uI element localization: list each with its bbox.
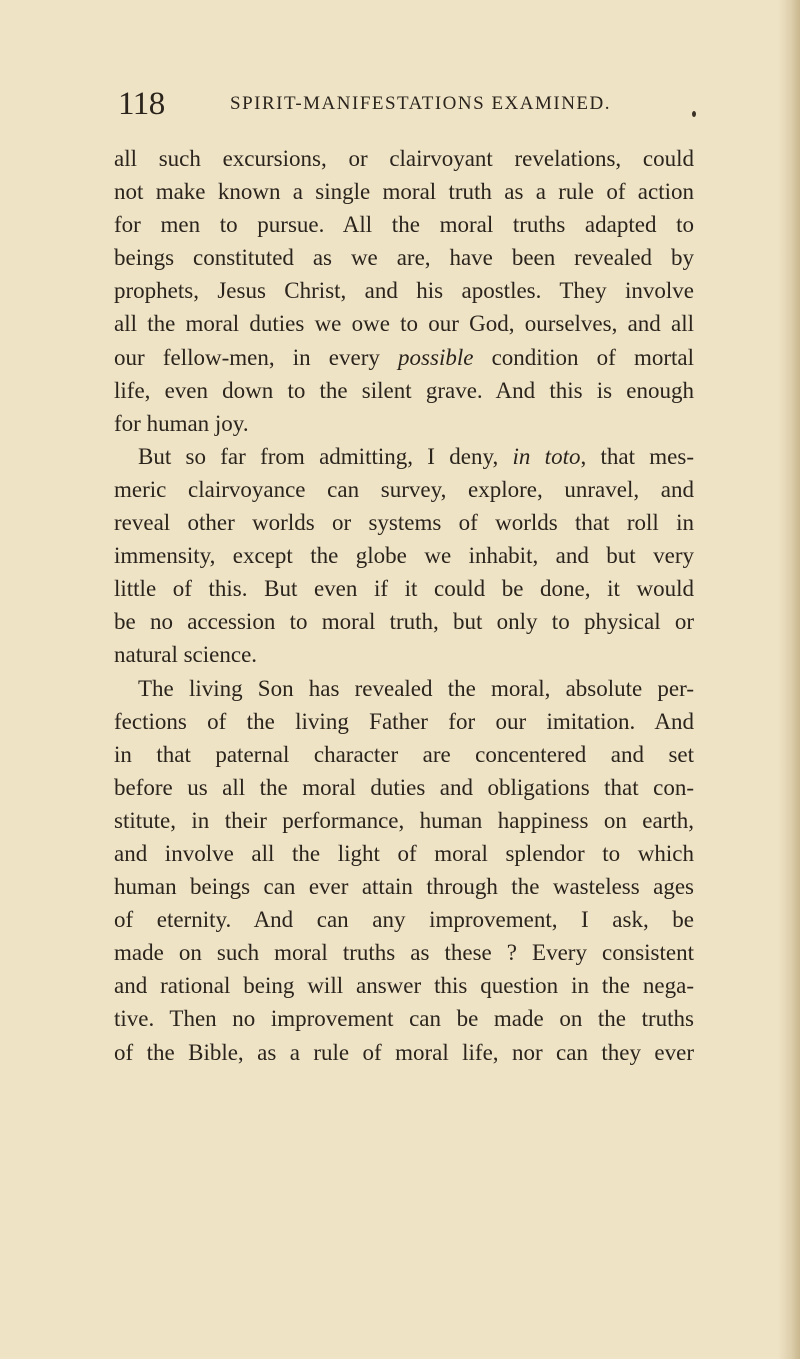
body-text [114,142,694,1069]
text-line: and involve all the light of moral splendor to which [114,840,694,866]
text-line: all such excursions, or clairvoyant revelations, could [114,146,694,171]
paragraph-start-line [114,440,694,473]
italic-phrase: possible [398,344,474,370]
text-line: of the Bible, as a rule of moral life, nor can they ever [114,1039,694,1065]
text-run: , that mes- [580,443,695,469]
paragraph-end-line: natural science. [114,642,258,668]
text-line: before us all the moral duties and obligations that con- [114,774,694,800]
text-line: life, even down to the silent grave. And this is enough [114,377,694,403]
page-number: 118 [118,86,165,122]
text-line: not make known a single moral truth as a rule of action [114,179,694,205]
paragraph-end-line: for human joy. [114,410,249,436]
italic-phrase: in toto [512,443,581,469]
text-line: for men to pursue. All the moral truths adapted to [114,212,694,238]
text-line: little of this. But even if it could be done, it would [114,576,694,602]
text-line: stitute, in their performance, human happiness on earth, [114,807,694,833]
text-line: and rational being will answer this question in the nega- [114,973,694,999]
text-line: immensity, except the globe we inhabit, and but very [114,543,694,569]
paragraph-start-line: The living Son has revealed the moral, absolute per- [138,675,694,701]
text-line: all the moral duties we owe to our God, ourselves, and all [114,311,694,337]
text-run: our fellow-men, in every [114,344,399,370]
text-line: in that paternal character are concentered and set [114,741,694,767]
text-line: of eternity. And can any improvement, I ask, be [114,907,694,933]
text-line: meric clairvoyance can survey, explore, unravel, and [114,476,694,502]
text-run: But so far from admitting, I deny, [138,443,513,469]
text-run: condition of mortal [473,344,694,370]
text-line: be no accession to moral truth, but only to physical or [114,609,694,635]
text-line: human beings can ever attain through the wasteless ages [114,874,694,900]
page-edge-shadow [778,0,800,1359]
text-line [114,341,694,374]
text-line: reveal other worlds or systems of worlds that roll in [114,510,694,536]
text-line: made on such moral truths as these ? Every consistent [114,940,694,966]
text-line: prophets, Jesus Christ, and his apostles. They involve [114,278,694,304]
ink-speck [692,111,696,117]
text-line: tive. Then no improvement can be made on the truths [114,1006,694,1032]
text-line: beings constituted as we are, have been revealed by [114,245,694,271]
running-head [118,84,698,124]
text-line: fections of the living Father for our imitation. And [114,708,694,734]
running-title: SPIRIT-MANIFESTATIONS EXAMINED. [230,93,612,114]
